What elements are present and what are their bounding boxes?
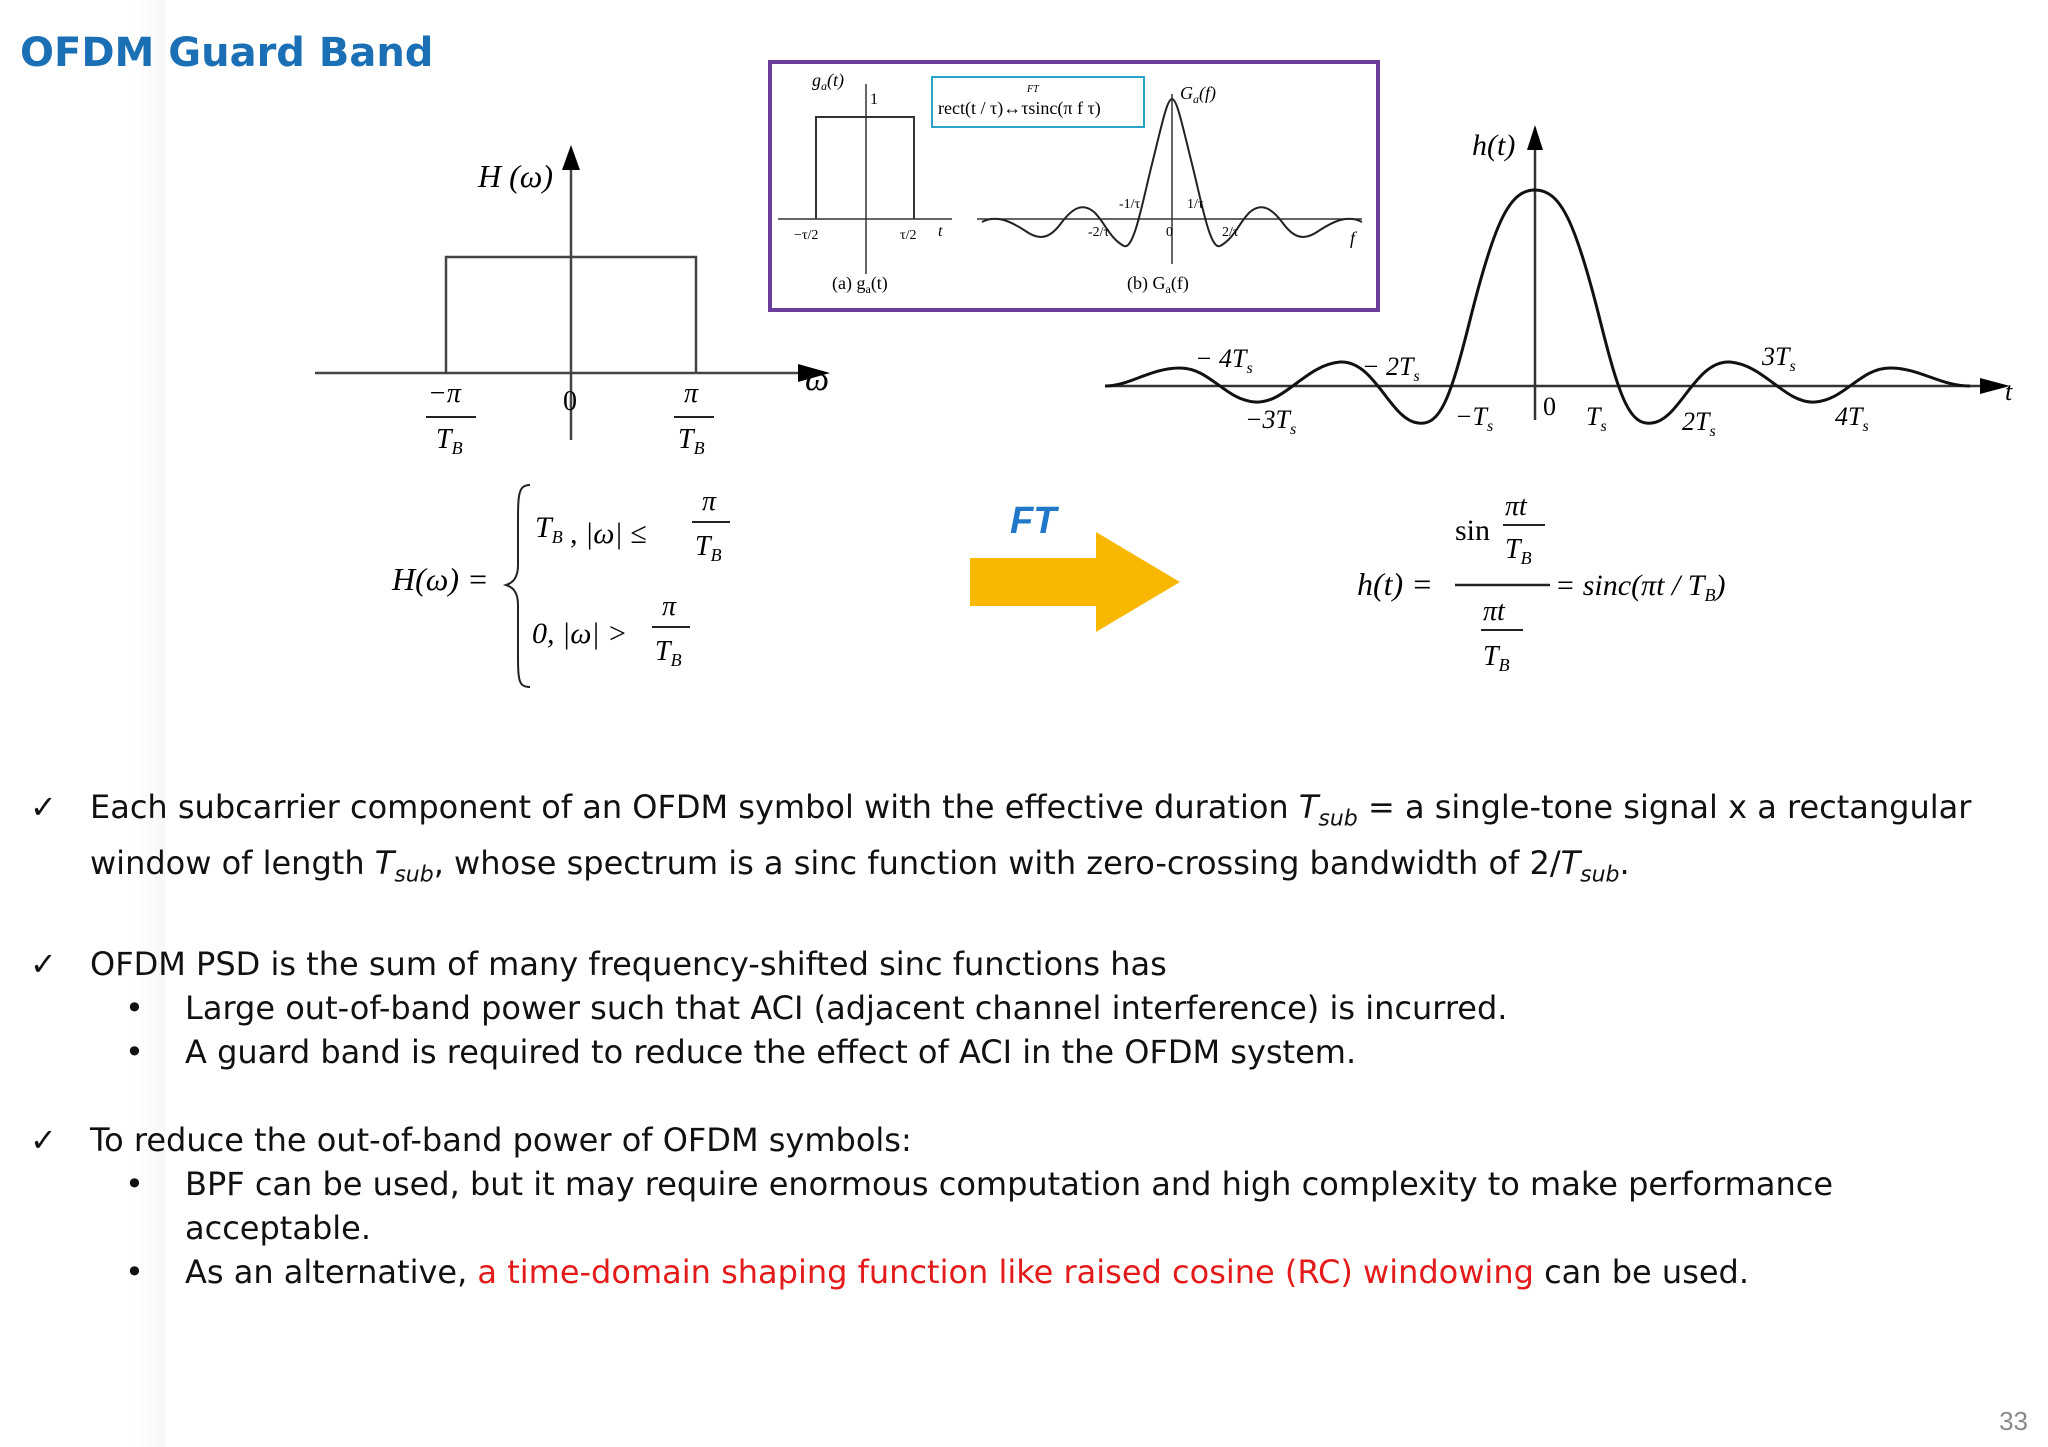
tick-m3: $-3T_s$ — [1245, 405, 1297, 438]
m2t-label: -2/τ — [1088, 225, 1110, 240]
p1t-label: 1/τ — [1187, 197, 1204, 212]
G-label: $G_a(f)$ — [1180, 83, 1216, 106]
H-eq-row2-cond: 0, |ω| > — [532, 617, 628, 650]
H-eq-lhs: H(ω) = — [392, 561, 489, 597]
H-eq-row2-pi: π — [662, 591, 677, 622]
tsub-symbol-3: $T_{sub}$ — [1560, 844, 1620, 888]
p2t-label: 2/τ — [1222, 225, 1239, 240]
H-eq-row1-cond: , |ω| ≤ — [570, 517, 647, 550]
tsub-symbol: $T_{sub}$ — [1298, 788, 1358, 832]
bullet-1-part4: . — [1619, 844, 1630, 883]
bullet-3-sub-2: • As an alternative, a time-domain shaping function like raised cosine (RC) windowing can be used. — [30, 1250, 2020, 1294]
tick-neg-pi: −π — [428, 378, 461, 409]
ft-small-label: FT — [1027, 84, 1039, 95]
tick-zero-h: 0 — [1543, 392, 1556, 421]
bullet-dot-icon: • — [125, 1032, 144, 1071]
H-axis-label: H (ω) — [478, 158, 554, 194]
f-label: f — [1350, 228, 1356, 248]
check-icon: ✓ — [30, 944, 57, 983]
h-eq-lhs: h(t) = — [1357, 566, 1433, 602]
bullet-dot-icon: • — [125, 1252, 144, 1291]
omega-label: ω — [805, 361, 830, 398]
caption-a: (a) $g_a(t)$ — [832, 273, 888, 296]
tick-pos-pi: π — [684, 378, 699, 409]
h-eq-TB-top: $T_B$ — [1505, 534, 1532, 568]
g-label: $g_a(t)$ — [812, 70, 844, 93]
h-eq-TB-bot: $T_B$ — [1483, 641, 1510, 675]
bullet-1-part2: = a single-tone signal x a rectangular window of length — [90, 788, 1972, 883]
m1t-label: -1/τ — [1119, 197, 1141, 212]
one-label: 1 — [870, 91, 878, 108]
bullet-2-sub-1: • Large out-of-band power such that ACI (adjacent channel interference) is incurred. — [30, 986, 2020, 1030]
bullet-2-text: OFDM PSD is the sum of many frequency-shifted sinc functions has — [90, 944, 1167, 983]
h-axis-label: h(t) — [1472, 129, 1516, 162]
check-icon: ✓ — [30, 788, 57, 826]
tick-zero: 0 — [563, 386, 577, 417]
caption-b: (b) $G_a(f)$ — [1127, 273, 1189, 296]
bullet-3-sub-1: • BPF can be used, but it may require enormous computation and high complexity to make performance acceptable. — [30, 1162, 2020, 1250]
tick-m4: − $4T_s$ — [1195, 344, 1253, 377]
tick-neg-TB: $T_B$ — [436, 424, 463, 458]
t-axis-label: t — [2005, 377, 2013, 406]
H-eq-row1-TB: $T_B$ — [535, 511, 563, 547]
inset-zero: 0 — [1166, 225, 1173, 240]
tick-p3: $3T_s$ — [1762, 342, 1796, 375]
tick-m1: $-T_s$ — [1455, 402, 1494, 435]
bullet-1-part3: , whose spectrum is a sinc function with zero-crossing bandwidth of 2/ — [433, 844, 1561, 883]
bullet-dot-icon: • — [125, 988, 144, 1027]
h-eq-rhs: = $\sin c(\pi t / T_B)$ — [1555, 569, 1726, 605]
H-eq-row2-den: $T_B$ — [655, 636, 682, 670]
h-t-plot — [1100, 120, 2020, 460]
tsub-symbol-2: $T_{sub}$ — [374, 844, 434, 888]
tick-m2: − $2T_s$ — [1362, 352, 1420, 385]
sinc-waveform — [1105, 190, 1970, 423]
h-eq-pit-top: πt — [1505, 491, 1527, 522]
tick-pos-TB: $T_B$ — [678, 424, 705, 458]
bullet-dot-icon: • — [125, 1164, 144, 1203]
bullet-1-part1: Each subcarrier component of an OFDM symbol with the effective duration — [90, 788, 1299, 826]
bullet-2-sub-2: • A guard band is required to reduce the effect of ACI in the OFDM system. — [30, 1030, 2020, 1074]
H-eq-row1-pi: π — [702, 486, 717, 517]
fourier-pair-text: rect(t / τ)↔τsinc(π f τ) — [938, 98, 1101, 118]
ft-arrow — [968, 530, 1183, 635]
ft-arrow-label: FT — [1010, 500, 1057, 542]
bullet-2 — [30, 942, 2020, 1074]
highlighted-text: a time-domain shaping function like raised cosine (RC) windowing — [477, 1252, 1534, 1291]
neg-tau: −τ/2 — [794, 228, 819, 243]
tick-p2: $2T_s$ — [1682, 407, 1716, 440]
h-t-equation — [1355, 480, 1795, 690]
h-eq-sin: sin — [1455, 514, 1491, 547]
pos-tau: τ/2 — [900, 228, 917, 243]
page-number: 33 — [1999, 1406, 2028, 1436]
h-eq-pit-bot: πt — [1483, 596, 1505, 627]
H-eq-row1-den: $T_B$ — [695, 531, 722, 565]
H-omega-equation — [390, 475, 770, 695]
bullet-3 — [30, 1118, 2020, 1294]
page-title: OFDM Guard Band — [20, 30, 434, 76]
check-icon: ✓ — [30, 1120, 57, 1159]
tick-p4: $4T_s$ — [1835, 402, 1869, 435]
t-label: t — [938, 223, 943, 240]
bullet-3-text: To reduce the out-of-band power of OFDM symbols: — [90, 1120, 912, 1159]
bullet-1 — [30, 785, 2020, 898]
tick-p1: $T_s$ — [1586, 402, 1607, 435]
bullet-list — [30, 785, 2020, 1338]
